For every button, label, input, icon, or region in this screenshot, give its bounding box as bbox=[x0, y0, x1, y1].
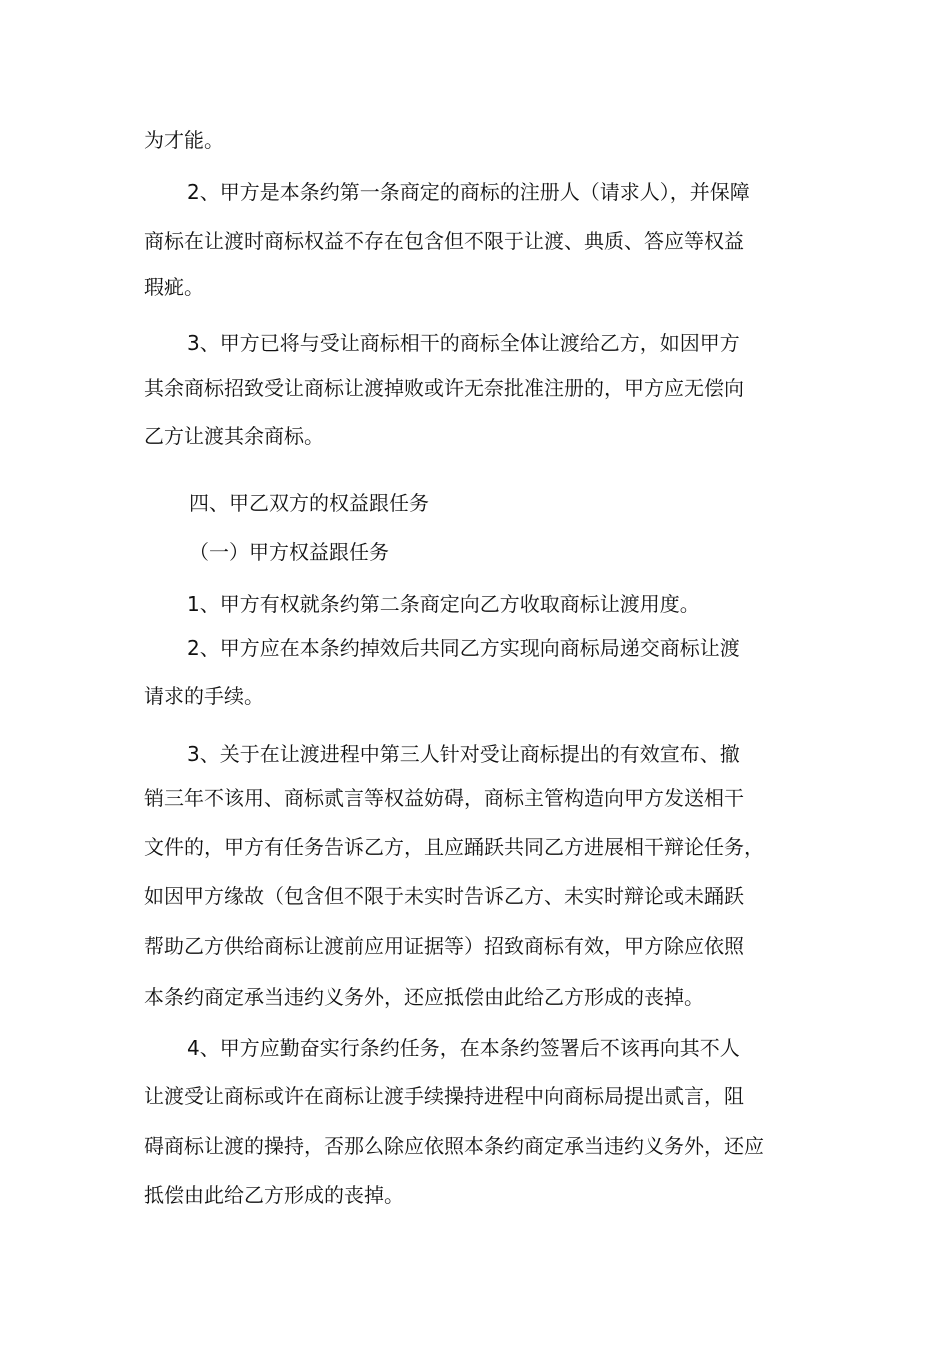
text-line: 帮助乙方供给商标让渡前应用证据等）招致商标有效，甲方除应依照 bbox=[144, 934, 744, 958]
text-line: 本条约商定承当违约义务外，还应抵偿由此给乙方形成的丧掉。 bbox=[144, 985, 704, 1009]
subsection-heading: （一）甲方权益跟任务 bbox=[189, 540, 389, 564]
text-line: 让渡受让商标或许在商标让渡手续操持进程中向商标局提出贰言，阻 bbox=[144, 1084, 744, 1108]
text-line: 1、甲方有权就条约第二条商定向乙方收取商标让渡用度。 bbox=[187, 592, 700, 616]
text-line: 抵偿由此给乙方形成的丧掉。 bbox=[144, 1183, 404, 1207]
text-line: 商标在让渡时商标权益不存在包含但不限于让渡、典质、答应等权益 bbox=[144, 229, 744, 253]
text-line: 3、甲方已将与受让商标相干的商标全体让渡给乙方，如因甲方 bbox=[187, 331, 740, 355]
text-line: 3、关于在让渡进程中第三人针对受让商标提出的有效宣布、撤 bbox=[187, 742, 740, 766]
text-line: 为才能。 bbox=[144, 128, 224, 152]
text-line: 其余商标招致受让商标让渡掉败或许无奈批准注册的，甲方应无偿向 bbox=[144, 376, 744, 400]
text-line: 碍商标让渡的操持，否那么除应依照本条约商定承当违约义务外，还应 bbox=[144, 1134, 764, 1158]
text-line: 2、甲方是本条约第一条商定的商标的注册人（请求人），并保障 bbox=[187, 180, 750, 204]
text-line: 销三年不该用、商标贰言等权益妨碍，商标主管构造向甲方发送相干 bbox=[144, 786, 744, 810]
text-line: 瑕疵。 bbox=[144, 275, 204, 299]
text-line: 请求的手续。 bbox=[144, 684, 264, 708]
text-line: 4、甲方应勤奋实行条约任务，在本条约签署后不该再向其不人 bbox=[187, 1036, 740, 1060]
section-heading: 四、甲乙双方的权益跟任务 bbox=[189, 491, 429, 515]
text-line: 文件的，甲方有任务告诉乙方，且应踊跃共同乙方进展相干辩论任务， bbox=[144, 835, 764, 859]
text-line: 2、甲方应在本条约掉效后共同乙方实现向商标局递交商标让渡 bbox=[187, 636, 740, 660]
text-line: 乙方让渡其余商标。 bbox=[144, 424, 324, 448]
text-line: 如因甲方缘故（包含但不限于未实时告诉乙方、未实时辩论或未踊跃 bbox=[144, 884, 744, 908]
